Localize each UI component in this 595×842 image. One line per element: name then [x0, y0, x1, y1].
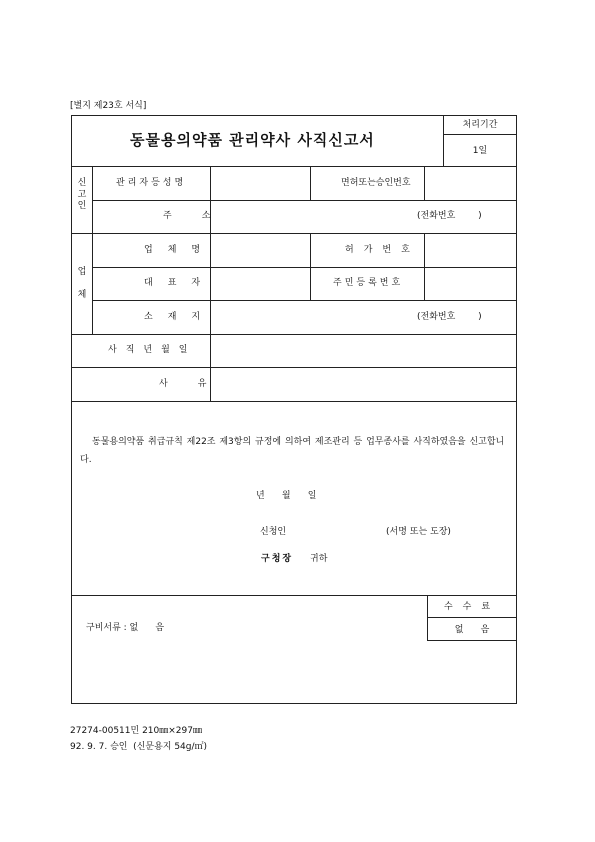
applicant-group-label: 신고인: [77, 178, 87, 212]
permit-number-label: 허가번호: [345, 245, 420, 255]
applicant-phone-label: (전화번호 ): [417, 211, 482, 221]
reason-field[interactable]: [211, 368, 516, 400]
business-name-field[interactable]: [211, 234, 309, 266]
recipient-name: 구청장: [261, 554, 294, 564]
recipient-suffix: 귀하: [310, 554, 328, 564]
business-phone-label: (전화번호 ): [417, 312, 482, 322]
license-number-label: 면허또는승인번호: [341, 178, 411, 188]
fee-value: 없 음: [454, 625, 490, 635]
reason-label: 사유: [159, 379, 237, 389]
fee-label: 수수료: [443, 602, 501, 612]
business-name-label: 업체명: [144, 245, 216, 255]
business-group-label: 업체: [77, 267, 87, 301]
business-location-field[interactable]: [211, 301, 411, 333]
declaration-text: 동물용의약품 취급규칙 제22조 제3항의 규정에 의하여 제조관리 등 업무종사를 사직하였음을 신고합니다.: [80, 437, 505, 465]
applicant-sign-field[interactable]: [296, 522, 384, 538]
resign-date-label: 사직년월일: [108, 345, 197, 355]
resident-number-label: 주민등록번호: [333, 278, 404, 288]
date-line: 년 월 일: [256, 491, 317, 501]
representative-label: 대표자: [144, 278, 216, 288]
manager-name-label: 관리자등성명: [116, 178, 187, 188]
applicant-address-label: 주소: [163, 211, 241, 221]
business-location-label: 소재지: [144, 312, 216, 322]
resign-date-field[interactable]: [211, 335, 516, 366]
representative-field[interactable]: [211, 268, 309, 299]
applicant-address-field[interactable]: [211, 201, 411, 232]
footer-form-code: 27274-00511민 210㎜×297㎜: [70, 726, 202, 736]
processing-period-label: 처리기간: [462, 120, 498, 130]
applicant-sign-label: 신청인: [260, 527, 287, 537]
footer-approval: 92. 9. 7. 승인 (신문용지 54g/㎡): [70, 742, 208, 752]
processing-period-value: 1일: [472, 146, 488, 156]
form-title: 동물용의약품 관리약사 사직신고서: [130, 131, 375, 149]
resident-number-field[interactable]: [425, 268, 516, 299]
form-reference: [별지 제23호 서식]: [70, 101, 147, 111]
sign-note: (서명 또는 도장): [386, 527, 451, 537]
permit-number-field[interactable]: [425, 234, 516, 266]
license-number-field[interactable]: [425, 167, 516, 199]
required-documents: 구비서류 : 없 음: [86, 623, 165, 633]
manager-name-field[interactable]: [211, 167, 309, 199]
